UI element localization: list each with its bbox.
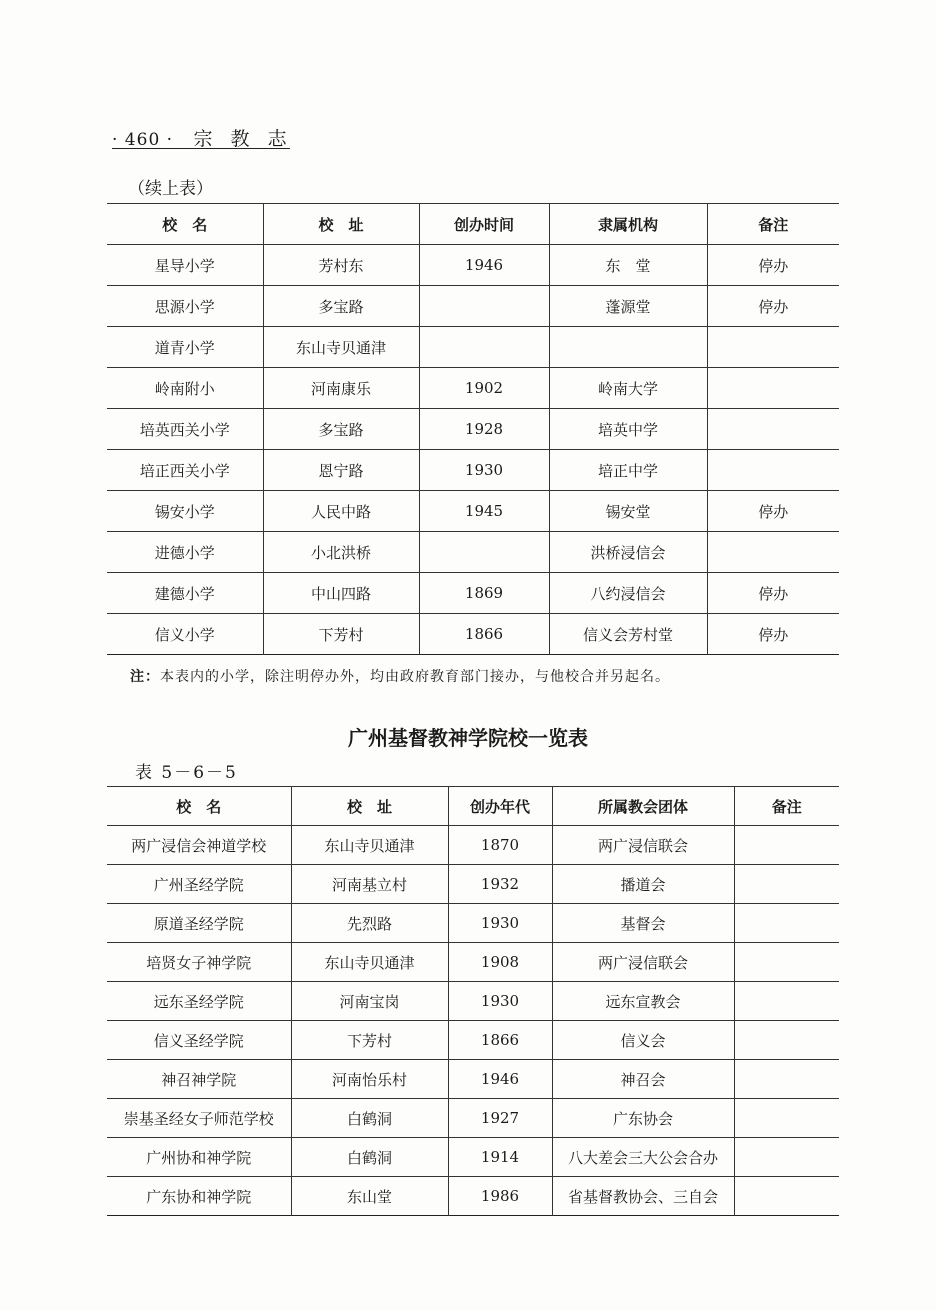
- table-header-row: [107, 787, 839, 826]
- table-cell: 培贤女子神学院: [107, 943, 291, 982]
- table-cell: 停办: [707, 286, 839, 327]
- table-cell: 多宝路: [263, 286, 419, 327]
- table-cell: 1869: [419, 573, 549, 614]
- table-cell: 1945: [419, 491, 549, 532]
- table-row: [107, 1138, 839, 1177]
- table-cell: [734, 1138, 839, 1177]
- table-cell: 1927: [448, 1099, 552, 1138]
- table-cell: 白鹤洞: [291, 1099, 448, 1138]
- table-cell: 白鹤洞: [291, 1138, 448, 1177]
- table-cell: [734, 904, 839, 943]
- table-cell: [734, 1099, 839, 1138]
- table-row: [107, 1177, 839, 1216]
- table-cell: 八大差会三大公会合办: [552, 1138, 734, 1177]
- table-cell: [734, 826, 839, 865]
- table-cell: 岭南大学: [549, 368, 707, 409]
- table-cell: 崇基圣经女子师范学校: [107, 1099, 291, 1138]
- table-cell: [707, 327, 839, 368]
- column-header: 所属教会团体: [552, 787, 734, 826]
- table-cell: 停办: [707, 491, 839, 532]
- column-header: 创办时间: [419, 204, 549, 245]
- table-cell: 广州协和神学院: [107, 1138, 291, 1177]
- table-cell: 蓬源堂: [549, 286, 707, 327]
- table-cell: 八约浸信会: [549, 573, 707, 614]
- continued-label: （续上表）: [128, 179, 213, 199]
- table-cell: 河南怡乐村: [291, 1060, 448, 1099]
- table-cell: 岭南附小: [107, 368, 263, 409]
- table-cell: 下芳村: [291, 1021, 448, 1060]
- table-cell: 原道圣经学院: [107, 904, 291, 943]
- table-note: [130, 666, 670, 686]
- page-number: · 460 ·: [112, 130, 174, 150]
- table-cell: 东山寺贝通津: [291, 943, 448, 982]
- table-cell: [734, 943, 839, 982]
- table-cell: 河南康乐: [263, 368, 419, 409]
- note-label: 注：: [130, 669, 160, 685]
- table-cell: 1930: [419, 450, 549, 491]
- running-head: [112, 124, 293, 151]
- table-cell: 两广浸信联会: [552, 826, 734, 865]
- table-cell: 培正中学: [549, 450, 707, 491]
- table-cell: [707, 450, 839, 491]
- table-row: [107, 573, 839, 614]
- table-row: [107, 327, 839, 368]
- table-row: [107, 1060, 839, 1099]
- table-cell: 思源小学: [107, 286, 263, 327]
- table-cell: 信义会: [552, 1021, 734, 1060]
- table-cell: 东山堂: [291, 1177, 448, 1216]
- table-cell: [734, 1177, 839, 1216]
- table-cell: 两广浸信联会: [552, 943, 734, 982]
- header-rule: [112, 148, 290, 149]
- table-cell: 1866: [419, 614, 549, 655]
- table-cell: [707, 409, 839, 450]
- column-header: 校 名: [107, 204, 263, 245]
- table-cell: 1928: [419, 409, 549, 450]
- table-row: [107, 1099, 839, 1138]
- table-cell: 洪桥浸信会: [549, 532, 707, 573]
- note-text: 本表内的小学，除注明停办外，均由政府教育部门接办，与他校合并另起名。: [160, 669, 670, 685]
- table-cell: [707, 368, 839, 409]
- table-cell: 1902: [419, 368, 549, 409]
- table-cell: [707, 532, 839, 573]
- table-cell: 播道会: [552, 865, 734, 904]
- table-cell: 信义圣经学院: [107, 1021, 291, 1060]
- table-cell: [419, 286, 549, 327]
- table-cell: 中山四路: [263, 573, 419, 614]
- table-cell: 建德小学: [107, 573, 263, 614]
- column-header: 校 名: [107, 787, 291, 826]
- table-cell: 1908: [448, 943, 552, 982]
- table-cell: 东山寺贝通津: [291, 826, 448, 865]
- table-cell: 先烈路: [291, 904, 448, 943]
- table-row: [107, 532, 839, 573]
- table-cell: [419, 327, 549, 368]
- table-cell: 进德小学: [107, 532, 263, 573]
- table-cell: 1866: [448, 1021, 552, 1060]
- column-header: 校 址: [263, 204, 419, 245]
- table-cell: 锡安小学: [107, 491, 263, 532]
- table-cell: 远东宣教会: [552, 982, 734, 1021]
- table-cell: 两广浸信会神道学校: [107, 826, 291, 865]
- table-row: [107, 1021, 839, 1060]
- table-cell: 信义小学: [107, 614, 263, 655]
- table-row: [107, 491, 839, 532]
- table-cell: 恩宁路: [263, 450, 419, 491]
- table-cell: 停办: [707, 245, 839, 286]
- table-cell: [734, 865, 839, 904]
- table-cell: [734, 1060, 839, 1099]
- table-cell: [549, 327, 707, 368]
- table-cell: [734, 982, 839, 1021]
- table-cell: 多宝路: [263, 409, 419, 450]
- table-row: [107, 245, 839, 286]
- table-header-row: [107, 204, 839, 245]
- table-cell: 1946: [448, 1060, 552, 1099]
- seminary-table: [107, 786, 839, 1216]
- table-row: [107, 904, 839, 943]
- table-cell: [734, 1021, 839, 1060]
- table-cell: 1930: [448, 982, 552, 1021]
- table-cell: 培英中学: [549, 409, 707, 450]
- table-cell: 锡安堂: [549, 491, 707, 532]
- table-cell: 广东协会: [552, 1099, 734, 1138]
- school-table: [107, 203, 839, 655]
- book-title: 宗 教 志: [193, 128, 293, 150]
- column-header: 校 址: [291, 787, 448, 826]
- table-body: [107, 245, 839, 655]
- table-cell: 1946: [419, 245, 549, 286]
- table-cell: 远东圣经学院: [107, 982, 291, 1021]
- table-cell: 神召神学院: [107, 1060, 291, 1099]
- table-cell: 培英西关小学: [107, 409, 263, 450]
- table-cell: 小北洪桥: [263, 532, 419, 573]
- table-cell: 培正西关小学: [107, 450, 263, 491]
- table-cell: 1932: [448, 865, 552, 904]
- table-row: [107, 409, 839, 450]
- table-cell: 河南基立村: [291, 865, 448, 904]
- table-row: [107, 450, 839, 491]
- column-header: 备注: [734, 787, 839, 826]
- table-cell: 芳村东: [263, 245, 419, 286]
- table-row: [107, 826, 839, 865]
- table-row: [107, 286, 839, 327]
- table-cell: 停办: [707, 614, 839, 655]
- table-cell: 广东协和神学院: [107, 1177, 291, 1216]
- table-cell: 1914: [448, 1138, 552, 1177]
- table-cell: 星导小学: [107, 245, 263, 286]
- table-cell: 基督会: [552, 904, 734, 943]
- table-cell: 信义会芳村堂: [549, 614, 707, 655]
- table-row: [107, 614, 839, 655]
- column-header: 创办年代: [448, 787, 552, 826]
- table-row: [107, 865, 839, 904]
- table-row: [107, 368, 839, 409]
- section-title: 广州基督教神学院校一览表: [348, 726, 588, 750]
- table-cell: 道青小学: [107, 327, 263, 368]
- table-cell: 1930: [448, 904, 552, 943]
- column-header: 隶属机构: [549, 204, 707, 245]
- table-cell: 1986: [448, 1177, 552, 1216]
- table-cell: 停办: [707, 573, 839, 614]
- table-cell: 东山寺贝通津: [263, 327, 419, 368]
- table-cell: 下芳村: [263, 614, 419, 655]
- table-row: [107, 982, 839, 1021]
- table-number: 表 5－6－5: [135, 763, 238, 783]
- table-cell: [419, 532, 549, 573]
- table-cell: 广州圣经学院: [107, 865, 291, 904]
- column-header: 备注: [707, 204, 839, 245]
- table-cell: 神召会: [552, 1060, 734, 1099]
- table-cell: 人民中路: [263, 491, 419, 532]
- table-row: [107, 943, 839, 982]
- table-body: [107, 826, 839, 1216]
- table-cell: 省基督教协会、三自会: [552, 1177, 734, 1216]
- table-cell: 东 堂: [549, 245, 707, 286]
- table-cell: 1870: [448, 826, 552, 865]
- table-cell: 河南宝岗: [291, 982, 448, 1021]
